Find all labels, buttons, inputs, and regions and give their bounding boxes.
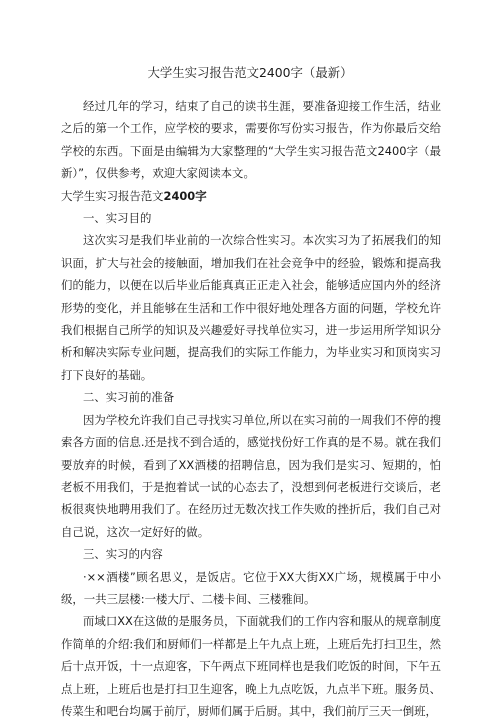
document-title: 大学生实习报告范文2400字（最新） xyxy=(147,65,353,80)
section-paragraph: ·××酒楼”顾名思义，是饭店。它位于XX大街XX广场，规模属于中小级，一共三层楼:一楼大厅、二楼卡间、三楼雅间。 xyxy=(61,569,441,606)
article-subtitle-text: 大学生实习报告范文 xyxy=(61,188,164,203)
document-body xyxy=(61,95,441,722)
section-paragraph: 这次实习是我们毕业前的一次综合性实习。本次实习为了拓展我们的知识面，扩大与社会的接触面，增加我们在社会竞争中的经验，锻炼和提高我们的能力，以便在以后毕业后能真真正正走入社会，能够适应国内外的经济形势的变化，并且能够在生活和工作中很好地处理各方面的问题，学校允许我们根据自己所学的知识及兴趣爱好寻找单位实习，进一步运用所学知识分析和解决实际专业问题，提高我们的实际工作能力，为毕业实习和顶岗实习打下良好的基础。 xyxy=(61,233,441,382)
section-paragraph: 因为学校允许我们自己寻找实习单位,所以在实习前的一周我们不停的搜索各方面的信息.还是找不到合适的，感觉找份好工作真的是不易。就在我们要放弃的时候，看到了XX酒楼的招聘信息，因为我们是实习、短期的，怕老板不用我们，于是抱着试一试的心态去了，没想到何老板进行交谈后，老板很爽快地聘用我们了。在经历过无数次找工作失败的挫折后，我们自己对自己说，这次一定好好的做。 xyxy=(61,412,441,539)
article-subtitle xyxy=(61,185,441,207)
intro-paragraph: 经过几年的学习，结束了自己的读书生涯，要准备迎接工作生活，结业之后的第一个工作，应学校的要求，需要你写份实习报告，作为你最后交给学校的东西。下面是由编辑为大家整理的“大学生实习报告范文2400字（最新）”，仅供参考，欢迎大家阅读本文。 xyxy=(61,99,441,181)
section-heading: 一、实习目的 xyxy=(83,211,152,226)
section-heading: 二、实习前的准备 xyxy=(83,390,175,405)
section-paragraph: 而域口XX在这做的是服务员，下面就我们的工作内容和服从的规章制度作简单的介绍:我们和厨师们一样都是上午九点上班，上班后先打扫卫生，然后十点开饭，十一点迎客，下午两点下班同样也是我们吃饭的时间，下午五点上班，上班后也是打扫卫生迎客，晚上九点吃饭，九点半下班。服务员、传菜生和吧台均属于前厅，厨师们属于后厨。其中，我们前厅三天一倒班， xyxy=(61,614,441,718)
section-heading: 三、实习的内容 xyxy=(83,547,163,562)
article-subtitle-bold: 2400字 xyxy=(163,188,207,203)
